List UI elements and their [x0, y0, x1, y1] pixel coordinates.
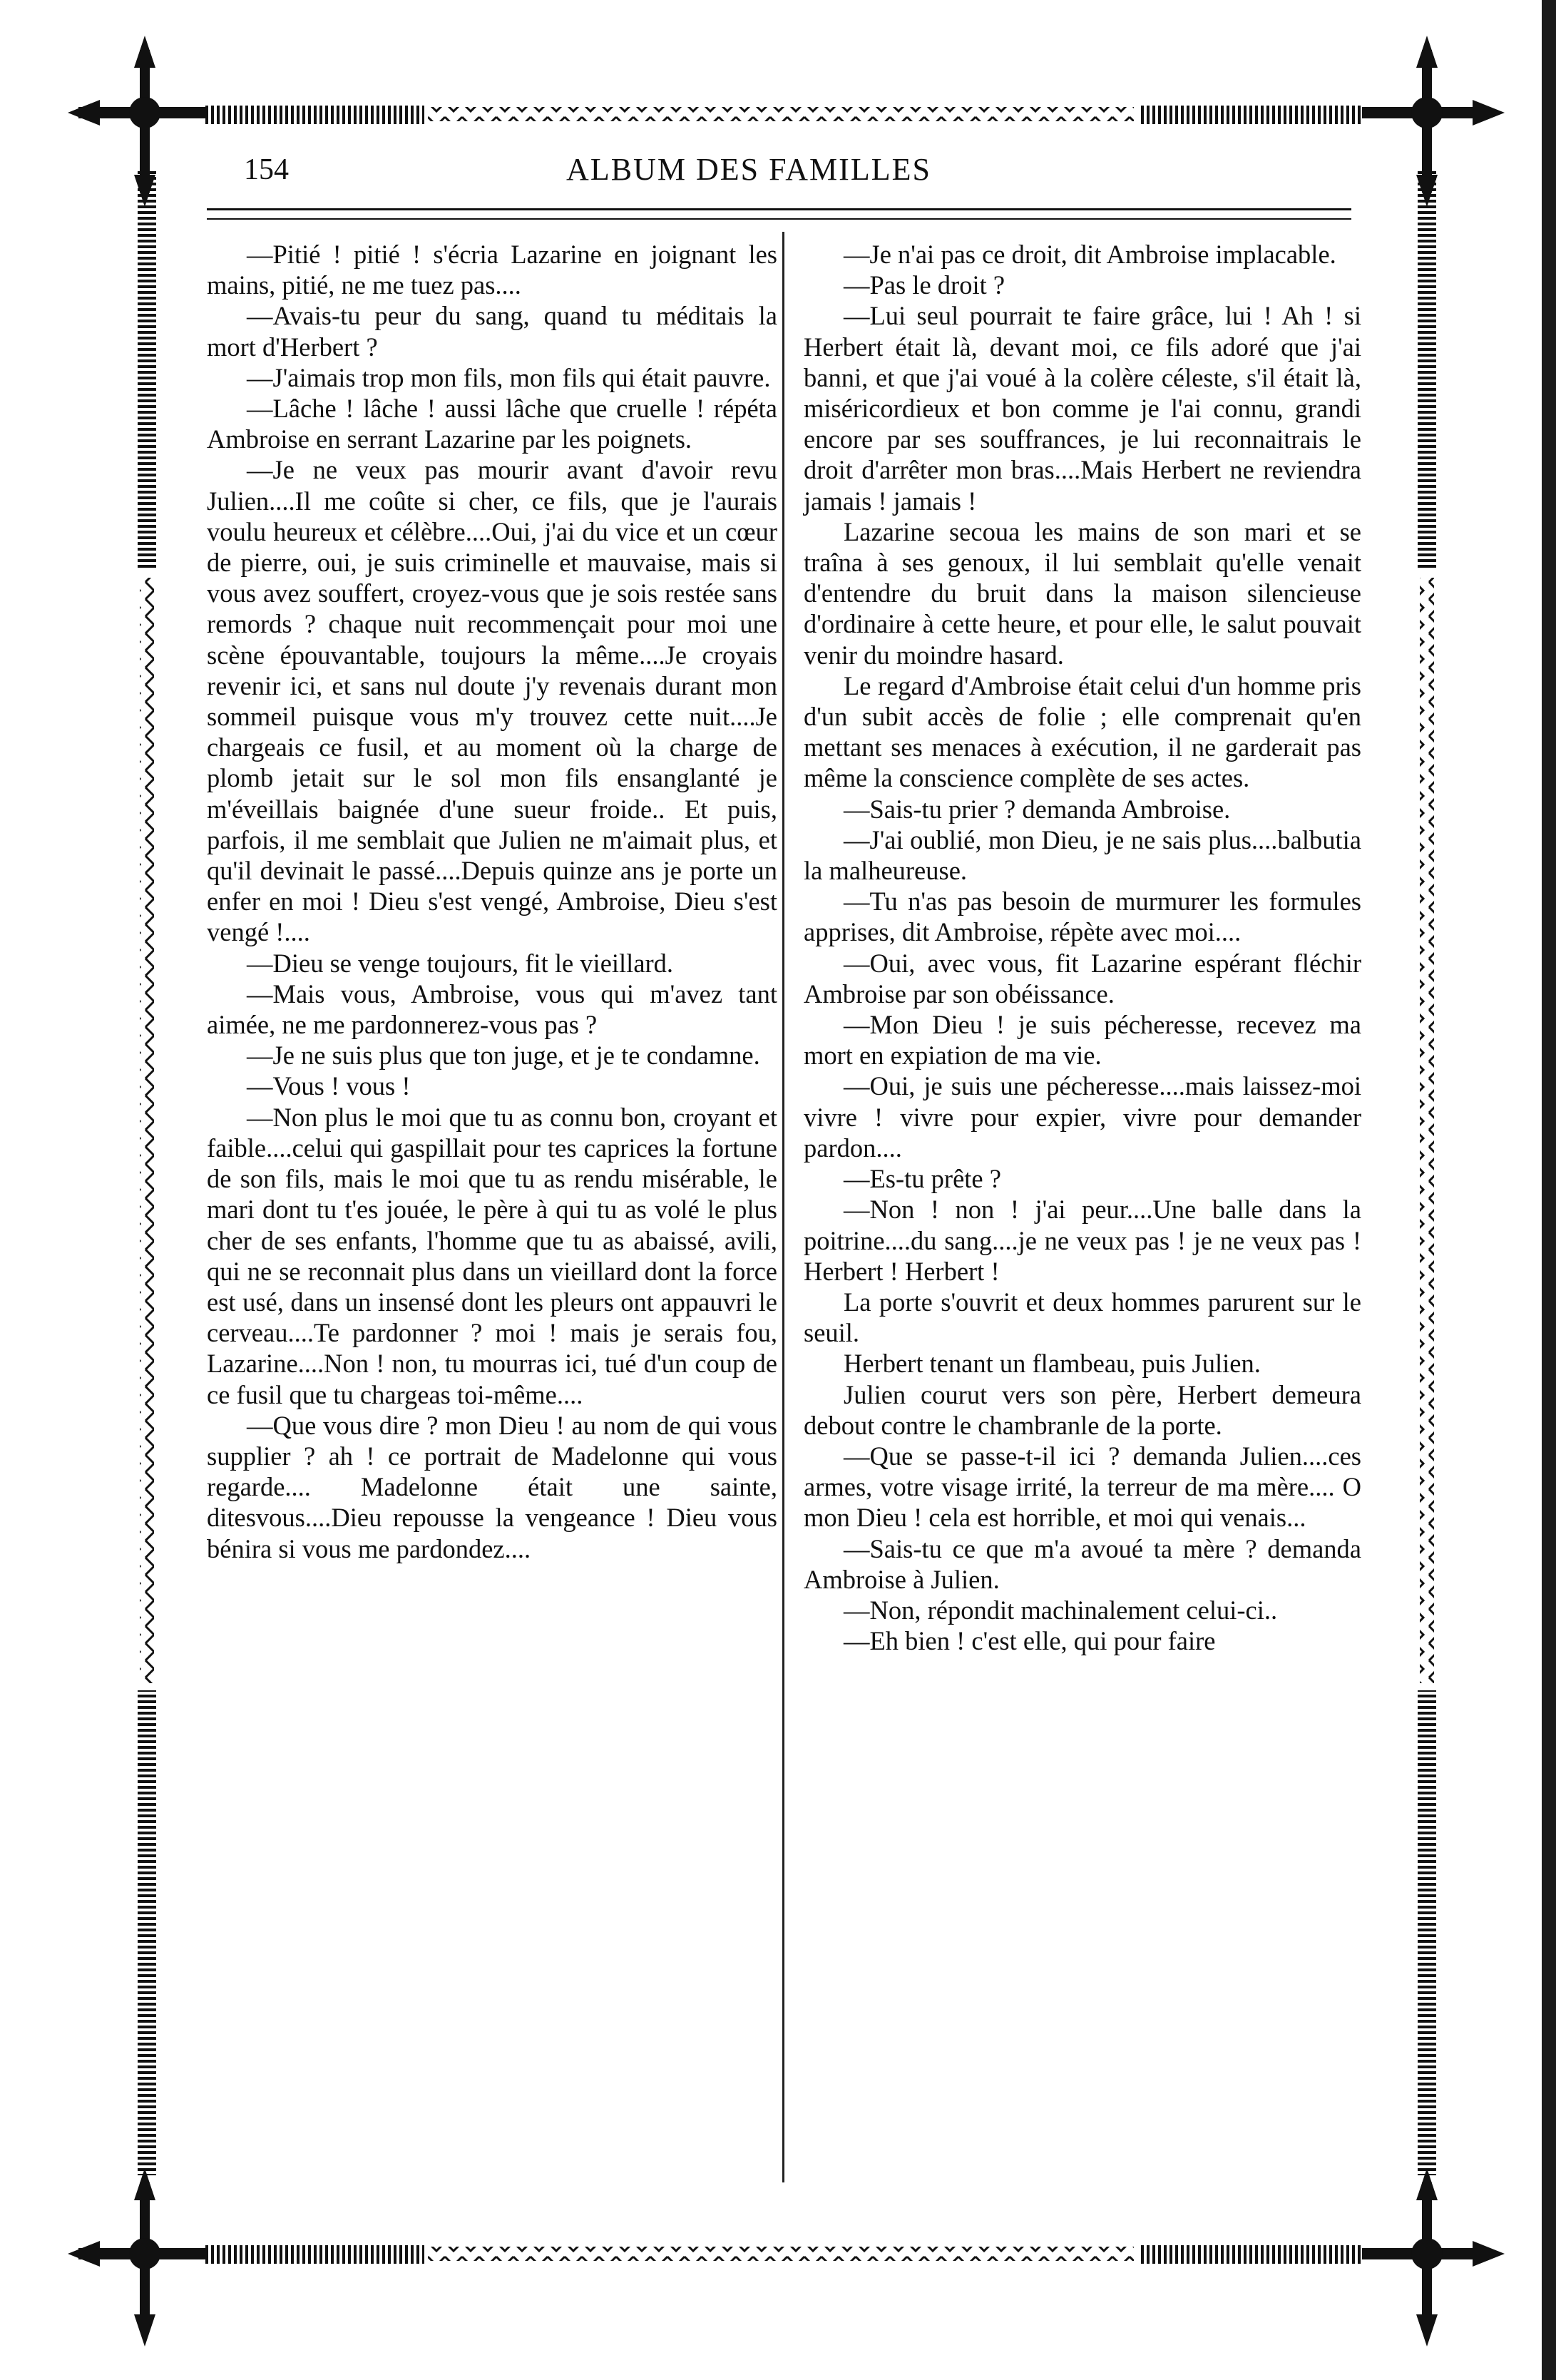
- paragraph: Le regard d'Ambroise était celui d'un homme pris d'un subit accès de folie ; elle comprenait qu'en mettant ses menaces à exécution, il ne garderait pas même la conscience complète de ses actes.: [804, 670, 1361, 793]
- paragraph: —Dieu se venge toujours, fit le vieillard.: [247, 948, 674, 978]
- paragraph: —Es-tu prête ?: [844, 1164, 1001, 1194]
- header-rule-thin: [207, 218, 1351, 220]
- paragraph: —Oui, avec vous, fit Lazarine espérant fléchir Ambroise par son obéissance.: [804, 948, 1361, 1008]
- paragraph: —Avais-tu peur du sang, quand tu méditais la mort d'Herbert ?: [207, 301, 777, 362]
- paragraph: —Non plus le moi que tu as connu bon, croyant et faible....celui qui gaspillait pour tes caprices la fortune de son fils, mais le moi que tu as rendu misérable, le mari dont tu t'es jouée, le père à qui tu as volé le plus cher de ses enfants, l'homme que tu as abaissé, avili, qui ne se reconnait plus dans un vieillard dont la force est usé, dans un insensé dont les pleurs ont appauvri le cerveau....Te pardonner ? moi ! mais je serais fou, Lazarine....Non ! non, tu mourras ici, tué d'un coup de ce fusil que tu chargeas toi-même....: [207, 1102, 777, 1409]
- paragraph: Herbert tenant un flambeau, puis Julien.: [844, 1349, 1261, 1379]
- paragraph: —Sais-tu ce que m'a avoué ta mère ? demanda Ambroise à Julien.: [804, 1533, 1361, 1594]
- corner-ornament-top-right: [1362, 36, 1505, 207]
- page-header: [143, 148, 1355, 213]
- paragraph: —Mais vous, Ambroise, vous qui m'avez tant aimée, ne me pardonnerez-vous pas ?: [207, 979, 777, 1040]
- paragraph: —Vous ! vous !: [247, 1071, 411, 1101]
- scan-edge: [1542, 0, 1556, 2380]
- paragraph: —Lâche ! lâche ! aussi lâche que cruelle ! répéta Ambroise en serrant Lazarine par les poignets.: [207, 394, 777, 454]
- text-column-left: [207, 239, 777, 1564]
- paragraph: —Pitié ! pitié ! s'écria Lazarine en joignant les mains, pitié, ne me tuez pas....: [207, 240, 777, 300]
- paragraph: —Pas le droit ?: [844, 270, 1005, 300]
- header-rule: [207, 208, 1351, 210]
- paragraph: —Mon Dieu ! je suis pécheresse, recevez ma mort en expiation de ma vie.: [804, 1010, 1361, 1071]
- paragraph: Lazarine secoua les mains de son mari et se traîna à ses genoux, il lui semblait qu'elle venait d'entendre du bruit dans la maison silencieuse d'ordinaire à cette heure, et pour elle, le salut pouvait venir du moindre hasard.: [804, 516, 1361, 670]
- column-divider: [782, 232, 784, 2182]
- paragraph: —J'ai oublié, mon Dieu, je ne sais plus....balbutia la malheureuse.: [804, 824, 1361, 886]
- paragraph: —Je ne suis plus que ton juge, et je te condamne.: [247, 1041, 760, 1071]
- paragraph: —Que se passe-t-il ici ? demanda Julien....ces armes, votre visage irrité, la terreur de ma mère.... O mon Dieu ! cela est horrible, et moi qui venais...: [804, 1441, 1361, 1533]
- paragraph: —Je n'ai pas ce droit, dit Ambroise implacable.: [844, 240, 1336, 269]
- paragraph: La porte s'ouvrit et deux hommes parurent sur le seuil.: [804, 1287, 1361, 1348]
- paragraph: —Eh bien ! c'est elle, qui pour faire: [844, 1626, 1216, 1656]
- paragraph: —Oui, je suis une pécheresse....mais laissez-moi vivre ! vivre pour expier, vivre pour demander pardon....: [804, 1071, 1361, 1163]
- paragraph: —Lui seul pourrait te faire grâce, lui ! Ah ! si Herbert était là, devant moi, ce fils adoré que j'ai banni, et que j'ai voué à la colère céleste, s'il était là, miséricordieux et bon comme je l'ai connu, grandi encore par ses souffrances, je lui reconnaitrais le droit d'arrêter mon bras....Mais Herbert ne reviendra jamais ! jamais !: [804, 301, 1361, 516]
- paragraph: —Non, répondit machinalement celui-ci..: [844, 1595, 1278, 1625]
- running-title: ALBUM DES FAMILLES: [566, 152, 931, 187]
- corner-ornament-bottom-left: [68, 2168, 207, 2346]
- paragraph: —Non ! non ! j'ai peur....Une balle dans la poitrine....du sang....je ne veux pas ! je ne veux pas ! Herbert ! Herbert !: [804, 1195, 1361, 1286]
- paragraph: Julien courut vers son père, Herbert demeura debout contre le chambranle de la porte.: [804, 1379, 1361, 1440]
- paragraph: —Que vous dire ? mon Dieu ! au nom de qui vous supplier ? ah ! ce portrait de Madelonne qui vous regarde.... Madelonne était une sainte, ditesvous....Dieu repousse la vengeance ! Dieu vous bénira si vous me pardondez....: [207, 1410, 777, 1563]
- text-column-right: [804, 239, 1361, 1656]
- paragraph: —Tu n'as pas besoin de murmurer les formules apprises, dit Ambroise, répète avec moi....: [804, 887, 1361, 947]
- page-number: 154: [244, 153, 289, 186]
- corner-ornament-bottom-right: [1362, 2168, 1505, 2346]
- paragraph: —Je ne veux pas mourir avant d'avoir revu Julien....Il me coûte si cher, ce fils, que je l'aurais voulu heureux et célèbre....Oui, j'ai du vice et un cœur de pierre, oui, je suis criminelle et mauvaise, mais si vous avez souffert, croyez-vous que je sois restée sans remords ? chaque nuit recommençait pour moi une scène épouvantable, toujours la même....Je croyais revenir ici, et sans nul doute j'y revenais durant mon sommeil puisque vous m'y trouvez cette nuit....Je chargeais ce fusil, et au moment où la charge de plomb jetait sur le sol mon fils ensanglanté je m'éveillais baignée d'une sueur froide.. Et puis, parfois, il me semblait que Julien ne m'aimait plus, et qu'il devinait le passé....Depuis quinze ans je porte un enfer en moi ! Dieu s'est vengé, Ambroise, Dieu s'est vengé !....: [207, 455, 777, 947]
- paragraph: —J'aimais trop mon fils, mon fils qui était pauvre.: [247, 362, 771, 392]
- paragraph: —Sais-tu prier ? demanda Ambroise.: [844, 794, 1231, 824]
